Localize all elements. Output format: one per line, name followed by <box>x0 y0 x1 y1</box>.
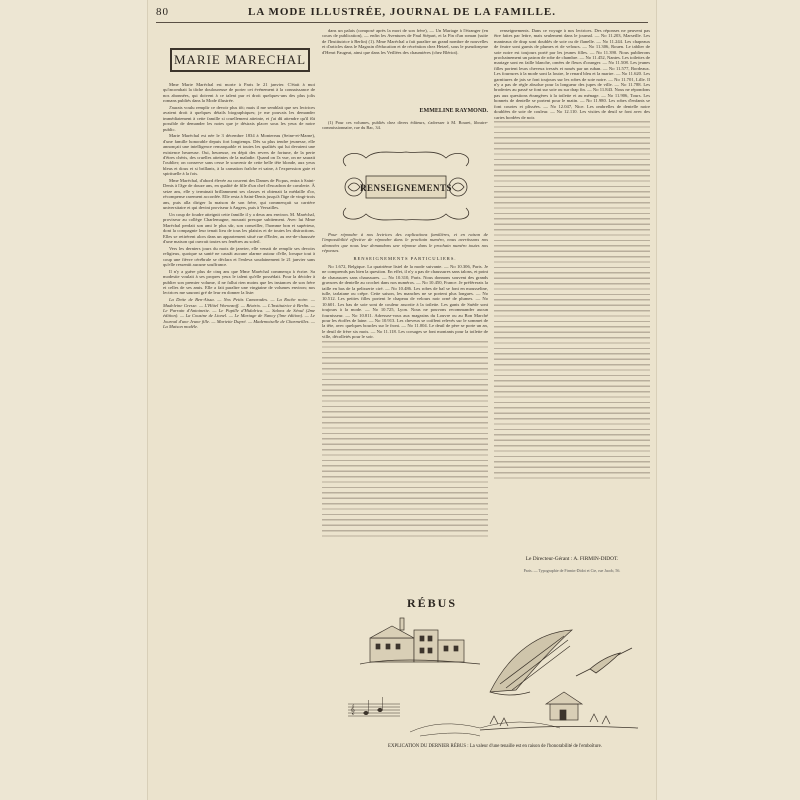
renseignements-body <box>322 264 488 580</box>
renseignements-subhead: RENSEIGNEMENTS PARTICULIERS. <box>353 256 457 261</box>
footnote <box>322 120 488 140</box>
article-continuation <box>322 28 488 106</box>
hills-icon <box>410 722 560 736</box>
article-paragraph: Il n'y a guère plus de cinq ans que Mme Maréchal commença à écrire. Sa modestie voulait à ses propres yeux le talent qu'elle possédait. Pour la décider à publier son premier volume, il ne fallut rien moins que les instances de son frère et celles de ses amis. Elle a fait paraître une vingtaine de volumes environ; nos lectrices me sauront gré de leur en donner la liste: <box>163 268 315 296</box>
renseignements-text-continued <box>494 121 650 481</box>
article-paragraph: Un coup de foudre atteignit cette famille il y a deux ans environ. M. Maréchal, proviseur au collège Charlemagne, mourait presque subitement. Avec lui Mme Maréchal perdait son ami le plus sûr, son conseiller, l'homme bon et supérieur, dont la compagnie leur tenait lieu de tous les plaisirs et de toutes les distractions. Elles se retirèrent alors dans un appartement situé rue d'Enfer, au rez-de-chaussée d'une maison qui ouvrait toutes ses fenêtres au soleil. <box>163 211 315 244</box>
factory-building-icon <box>360 618 480 664</box>
article-body <box>163 82 315 768</box>
article-paragraph: J'aurais voulu remplir ce devoir plus tôt; mais il me semblait que ses lectrices avaient droit à quelques détails biographiques; je me pouvais les demander immédiatement à cette famille si cruellement atteinte, et j'ai dû attendre qu'il fût possible de demander les notes que je désirais placer sous les yeux de notre public. <box>163 105 315 132</box>
rebus-explanation: EXPLICATION DU DERNIER RÉBUS : La valeur d'une tenaille est en raison de l'honorabilité de l'emboîture. <box>388 744 602 749</box>
book-list: La Dette de Ben-Aïssa. — Nos Petits Camarades. — La Roche noire. — Madeleine Gresse. — L'Hôtel Woronzoff. — Béatrix. — L'Institutrice à Berlin. — Le Parrain d'Antoinette. — Le Pupille d'Hidalrica. — Salons de Séoul (2me édition). — La Cousine de Lionel. — Le Mariage de Nancy (3me édition). — Le Journal d'une Jeune fille. — Mariette Dupré. — Mademoiselle de Charmeilles. — La Maison modèle. <box>163 297 315 330</box>
renseignements-right-column <box>494 28 650 548</box>
author-signature: EMMELINE RAYMOND. <box>419 108 488 114</box>
printer-imprint: Paris. — Typographie de Firmin-Didot et Cie, rue Jacob, 56. <box>523 568 621 573</box>
running-title: LA MODE ILLUSTRÉE, JOURNAL DE LA FAMILLE. <box>248 6 556 18</box>
article-paragraph: dans un palais (composé après la mort de son frère), — Un Mariage à l'étranger (en cours de publication), — enfin les Aventures de Paul Stépart, et la Fin d'un roman (suite de l'Institutrice à Berlin) (1). Mme Maréchal a fait paraître un grand nombre de nouvelles et d'articles dans le Magasin d'éducation et de récréation chez Hetzel, sous le pseudonyme d'Henri Faugeat, ainsi que dans les Veillées des chaumières (chez Blériot). <box>322 28 488 55</box>
svg-text:𝄞: 𝄞 <box>350 705 356 715</box>
renseignements-banner <box>336 146 476 226</box>
page-number: 80 <box>156 6 169 18</box>
footnote-text: (1) Pour ces volumes, publiés chez divers éditeurs, s'adresser à M. Bouret, libraire-commissionnaire, rue du Bac, 34. <box>322 120 488 131</box>
bird-wing-icon <box>490 630 572 695</box>
article-paragraph: Vers les derniers jours du mois de janvier, elle venait de remplir ses devoirs religieux, quoique sa santé ne causât aucune alarme autour d'elle, lorsque tout à coup une fièvre cérébrale se déclara et l'enleva soudainement le 21 janvier sans qu'elle ressentit aucune souffrance. <box>163 245 315 267</box>
pen-quill-icon <box>576 648 632 676</box>
article-paragraph: Mme Marie Maréchal est morte à Paris le 21 janvier. C'était à moi qu'incombait la tâche douloureuse de porter cet événement à la connaissance de nos abonnées, qui doivent à ce talent pur et droit quelques-uns des plus jolis romans publiés dans la Mode illustrée. <box>163 82 315 104</box>
director-signature: Le Directeur-Gérant : A. FIRMIN-DIDOT. <box>525 556 619 562</box>
renseignements-text: No 1.672, Belgique. La quatrième listel de la mode suivante. — No 10.306, Paris. Je ne comprends pas bien la question. En effet, il n'y a pas de chaussures sans talons, et point de chaussures sans chaussures. — No 10.310, Paris. Nous donnons souvent des grands gravures de dentelle au crochet dans nos numéros. — No 10.450, France. Je préfèrerais la taille en bas de la pelisserie ciré. — No 10.486. Les robes de bal se font en mousseline, tulle, tarlatane ou crêpe. Cette saison, les manches ne se portent plus longues. — No 10.512. Les petites filles portent le chapeau de velours noir orné de plumes. — No 10.601. Les bas de soie sont de couleur assortie à la toilette. Les gants de Suède sont toujours à la mode. — No 10.725, Lyon. Nous ne pouvons recommander aucun fournisseur. — No 10.811. Adressez-vous aux magasins du Louvre ou au Bon Marché pour les étoffes de laine. — No 10.913. Les cheveux se coiffent relevés sur le sommet de la tête, avec quelques boucles sur le front. — No 11.004. Le deuil de père se porte un an, le deuil de frère six mois. — No 11.118. Les corsages se font montants pour la toilette de ville, décolletés pour le soir. <box>322 264 488 340</box>
scroll-ornament-top <box>343 152 468 166</box>
rebus-illustration <box>340 612 640 742</box>
page-header <box>156 6 648 20</box>
article-title: MARIE MARECHAL <box>170 48 310 72</box>
banner-title: RENSEIGNEMENTS <box>359 183 453 193</box>
rebus-title: RÉBUS <box>406 596 457 610</box>
sheet-music-icon <box>348 697 400 716</box>
field-house-icon <box>480 692 638 730</box>
renseignements-intro <box>322 232 488 254</box>
article-paragraph: Marie Maréchal est née le 3 décembre 1834 à Montereau (Seine-et-Marne), d'une famille honorable depuis fort longtemps. Dès sa plus tendre jeunesse, elle annonçait une intelligence remarquable et toutes les qualités qui lui devaient une existence heureuse. Oui, heureuse, en dépit des revers de fortune, de la perte d'êtres chéris, des cruelles atteintes de la maladie. Quand on l'a vue, on ne saurait l'oublier; on conserve sans cesse le souvenir de cette belle tête blonde, aux yeux bleus et doux et si brillants, à la carnation fraîche et saine, à l'expression gaie et spirituelle à la fois. <box>163 133 315 177</box>
header-rule <box>156 22 648 23</box>
renseignements-text-continued <box>322 341 488 541</box>
intro-text: Pour répondre à nos lectrices des explications familières, et en raison de l'impossibilité effective de répondre dans le prochain numéro, nous avertissons nos abonnées que nous leur demandons une réponse dans le prochain numéro toutes nos réponses. <box>322 232 488 254</box>
renseignements-text: renseignements. Dans ce voyage à nos lectrices. Des réponses ne peuvent pas être faites par lettre, mais seulement dans le journal. — No 11.203, Marseille. Les manteaux de drap sont doublés de soie ou de flanelle. — No 11.244. Les chapeaux de feutre sont garnis de plumes et de velours. — No 11.306, Rouen. Le tablier de soie noire est toujours porté par les jeunes filles. — No 11.390. Nous publierons prochainement un patron de robe de chambre. — No 11.452, Nantes. Les toilettes de mariage sont en faille blanche, ornées de fleurs d'oranger. — No 11.508. Les jeunes filles portent leurs cheveux tressés et noués par un ruban. — No 11.577, Bordeaux. Les fourrures à la mode sont la loutre, le renard bleu et la martre. — No 11.620. Les garnitures de jais se font toujours sur les robes de soie noire. — No 11.701, Lille. Il n'y a pas de règle absolue pour la longueur des jupes de ville. — No 11.788. Les broderies au passé se font sur soie ou sur drap fin. — No 11.843. Nous ne répondons pas aux questions étrangères à la toilette et au ménage. — No 11.906, Tours. Les bonnets de dentelle se portent pour le matin. — No 11.980. Les robes d'enfants se font courtes et plissées. — No 12.047, Nice. Les ombrelles de dentelle noire doublées de soie de couleur. — No 12.110. Les visites de deuil se font avec des cartes bordées de noir. <box>494 28 650 120</box>
article-paragraph: Mme Maréchal, d'abord élevée au couvent des Dames de Picpus, entra à Saint-Denis à l'âge de douze ans, en qualité de fille d'un chef d'escadron de cavalerie. À seize ans, elle y terminait brillamment ses classes et obtenait la médaille d'or, récompense rarement accordée. Elle resta à Saint-Denis jusqu'à l'âge de vingt-trois ans, puis alla diriger la maison de son frère, qui commençait sa carrière universitaire et qui devint proviseur à Angers, puis à Versailles. <box>163 178 315 211</box>
scroll-ornament-bottom <box>343 208 468 220</box>
